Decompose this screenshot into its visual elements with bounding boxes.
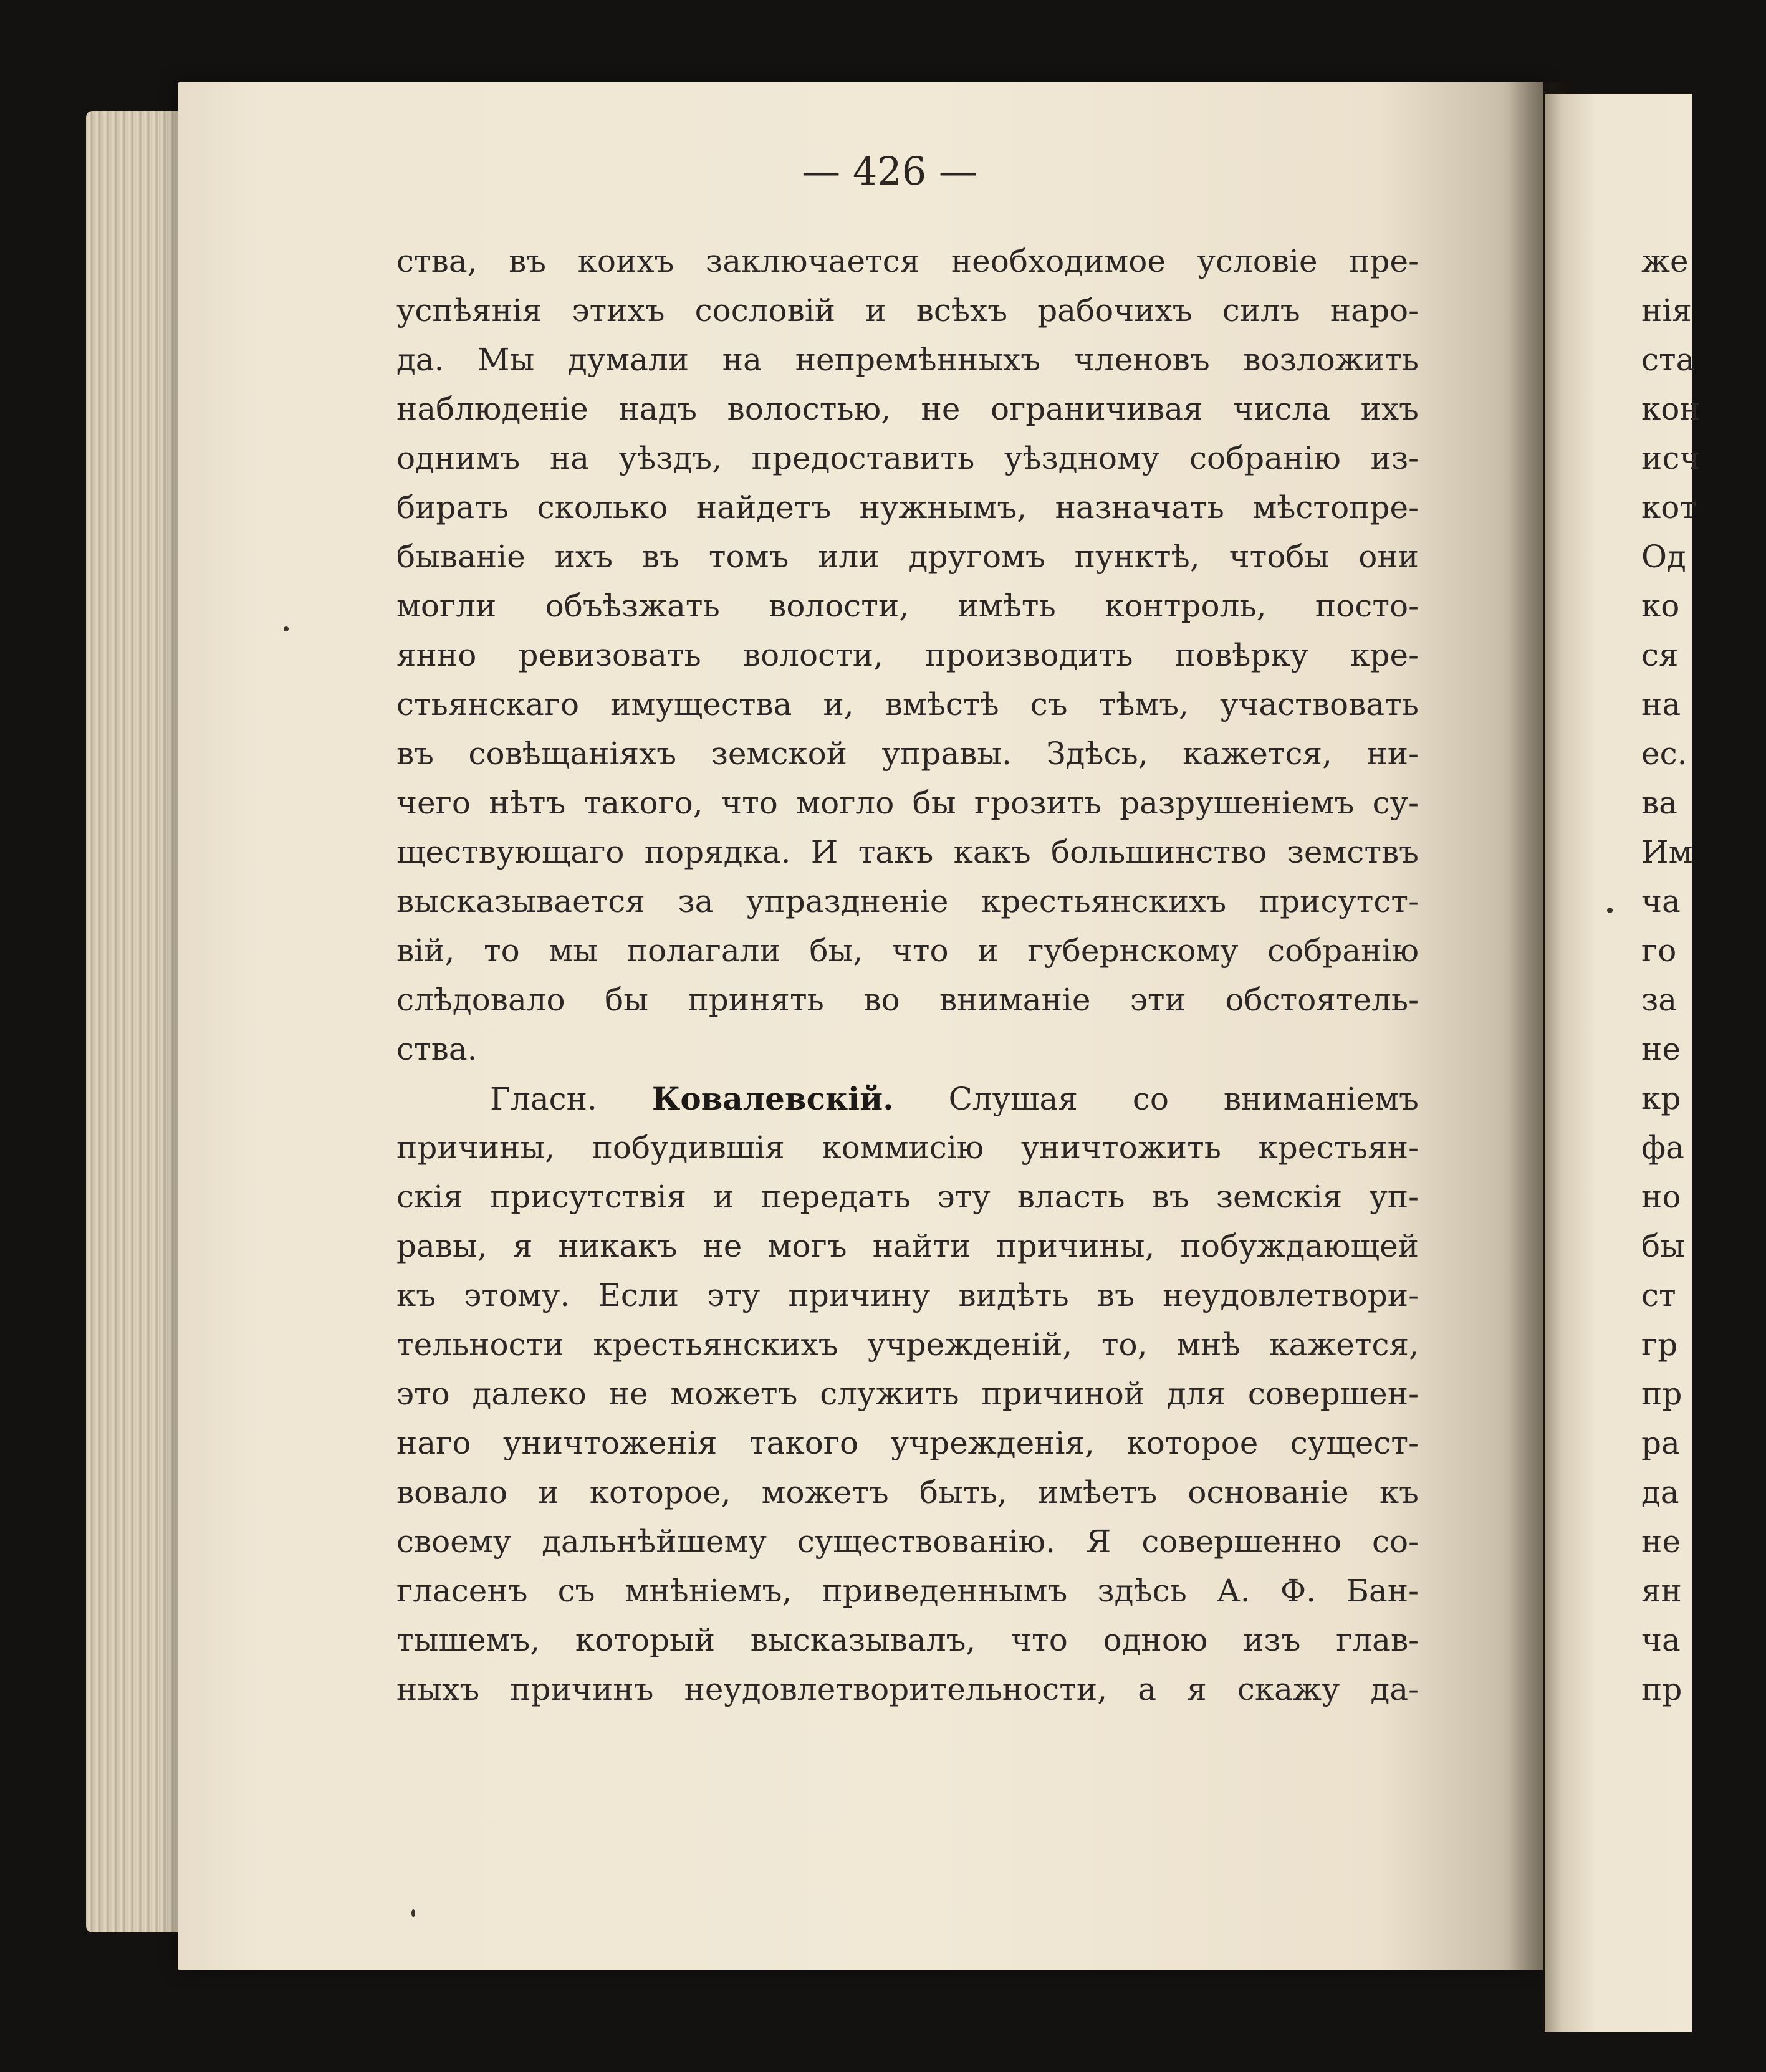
paper-speck [1607,908,1613,913]
text-line: слѣдовало бы принять во вниманіе эти обстоятель- [396,982,1419,1018]
text-line: наблюденіе надъ волостью, не ограничивая числа ихъ [396,391,1419,427]
facing-fragment: не [1641,1031,1681,1067]
page-number: — 426 — [802,148,977,194]
text-line: наго уничтоженія такого учрежденія, которое сущест- [396,1425,1419,1461]
text-line: да. Мы думали на непремѣнныхъ членовъ возложить [396,342,1419,378]
facing-fragment: ра [1641,1425,1680,1461]
facing-fragment: за [1641,982,1677,1018]
page-body [396,237,1419,1714]
facing-page-text [1641,237,1766,1714]
facing-fragment: да [1641,1474,1679,1510]
paper-speck [284,626,289,631]
facing-fragment: но [1641,1179,1681,1215]
facing-fragment: го [1641,933,1677,969]
facing-fragment: ча [1641,1622,1681,1658]
facing-fragment: на [1641,686,1681,722]
facing-fragment: исч [1641,440,1701,476]
facing-fragment: же [1641,243,1689,279]
text-line: могли объѣзжать волости, имѣть контроль, посто- [396,588,1419,624]
text-line: вій, то мы полагали бы, что и губернскому собранію [396,933,1419,969]
facing-fragment: ст [1641,1277,1676,1313]
text-line: гласенъ съ мнѣніемъ, приведеннымъ здѣсь А. Ф. Бан- [396,1573,1419,1609]
text-line: ныхъ причинъ неудовлетворительности, а я скажу да- [396,1671,1419,1707]
text-line: къ этому. Если эту причину видѣть въ неудовлетвори- [396,1277,1419,1313]
paper-speck [411,1909,415,1917]
text-line: тышемъ, который высказывалъ, что одною изъ глав- [396,1622,1419,1658]
text-line: это далеко не можетъ служить причиной для совершен- [396,1376,1419,1412]
facing-fragment: гр [1641,1326,1678,1363]
text-line: въ совѣщаніяхъ земской управы. Здѣсь, кажется, ни- [396,736,1419,772]
facing-fragment: фа [1641,1130,1684,1166]
speech-first-line-rest: Слушая со вниманіемъ [948,1081,1419,1117]
facing-fragment: Од [1641,539,1686,575]
text-line: вовало и которое, можетъ быть, имѣетъ основаніе къ [396,1474,1419,1510]
facing-fragment: пр [1641,1671,1682,1707]
text-line: ства. [396,1031,477,1067]
facing-fragment: пр [1641,1376,1682,1412]
facing-fragment: ва [1641,785,1677,821]
facing-fragment: бы [1641,1228,1685,1264]
text-line: скія присутствія и передать эту власть въ земскія уп- [396,1179,1419,1215]
facing-fragment: кон [1641,391,1701,427]
text-line: тельности крестьянскихъ учрежденій, то, мнѣ кажется, [396,1326,1419,1363]
facing-fragment: ес. [1641,736,1687,772]
text-line: равы, я никакъ не могъ найти причины, побуждающей [396,1228,1419,1264]
text-line: бываніе ихъ въ томъ или другомъ пунктѣ, чтобы они [396,539,1419,575]
facing-fragment: не [1641,1523,1681,1560]
facing-fragment: ча [1641,883,1681,919]
text-line: бирать сколько найдетъ нужнымъ, назначать мѣстопре- [396,489,1419,525]
facing-fragment: ян [1641,1573,1682,1609]
facing-fragment: нія [1641,292,1692,329]
facing-fragment: ко [1641,588,1680,624]
text-line: своему дальнѣйшему существованію. Я совершенно со- [396,1523,1419,1560]
text-line: высказывается за упраздненіе крестьянскихъ присутст- [396,883,1419,919]
facing-fragment: кот [1641,489,1697,525]
text-line: успѣянія этихъ сословій и всѣхъ рабочихъ силъ наро- [396,292,1419,329]
facing-fragment: Им [1641,834,1693,870]
speech-prefix: Гласн. [490,1081,597,1117]
speaker-name: Ковалевскій. [651,1080,894,1117]
facing-fragment: кр [1641,1080,1681,1116]
text-line: янно ревизовать волости, производить повѣрку кре- [396,637,1419,673]
speech-first-line [396,1074,1419,1123]
text-line: чего нѣтъ такого, что могло бы грозить разрушеніемъ су- [396,785,1419,821]
text-line: причины, побудившія коммисію уничтожить крестьян- [396,1130,1419,1166]
text-line: ществующаго порядка. И такъ какъ большинство земствъ [396,834,1419,870]
text-line: стьянскаго имущества и, вмѣстѣ съ тѣмъ, участвовать [396,686,1419,722]
facing-fragment: ся [1641,637,1679,673]
text-line: ства, въ коихъ заключается необходимое условіе пре- [396,243,1419,279]
text-line: однимъ на уѣздъ, предоставить уѣздному собранію из- [396,440,1419,476]
facing-fragment: ста [1641,342,1695,378]
